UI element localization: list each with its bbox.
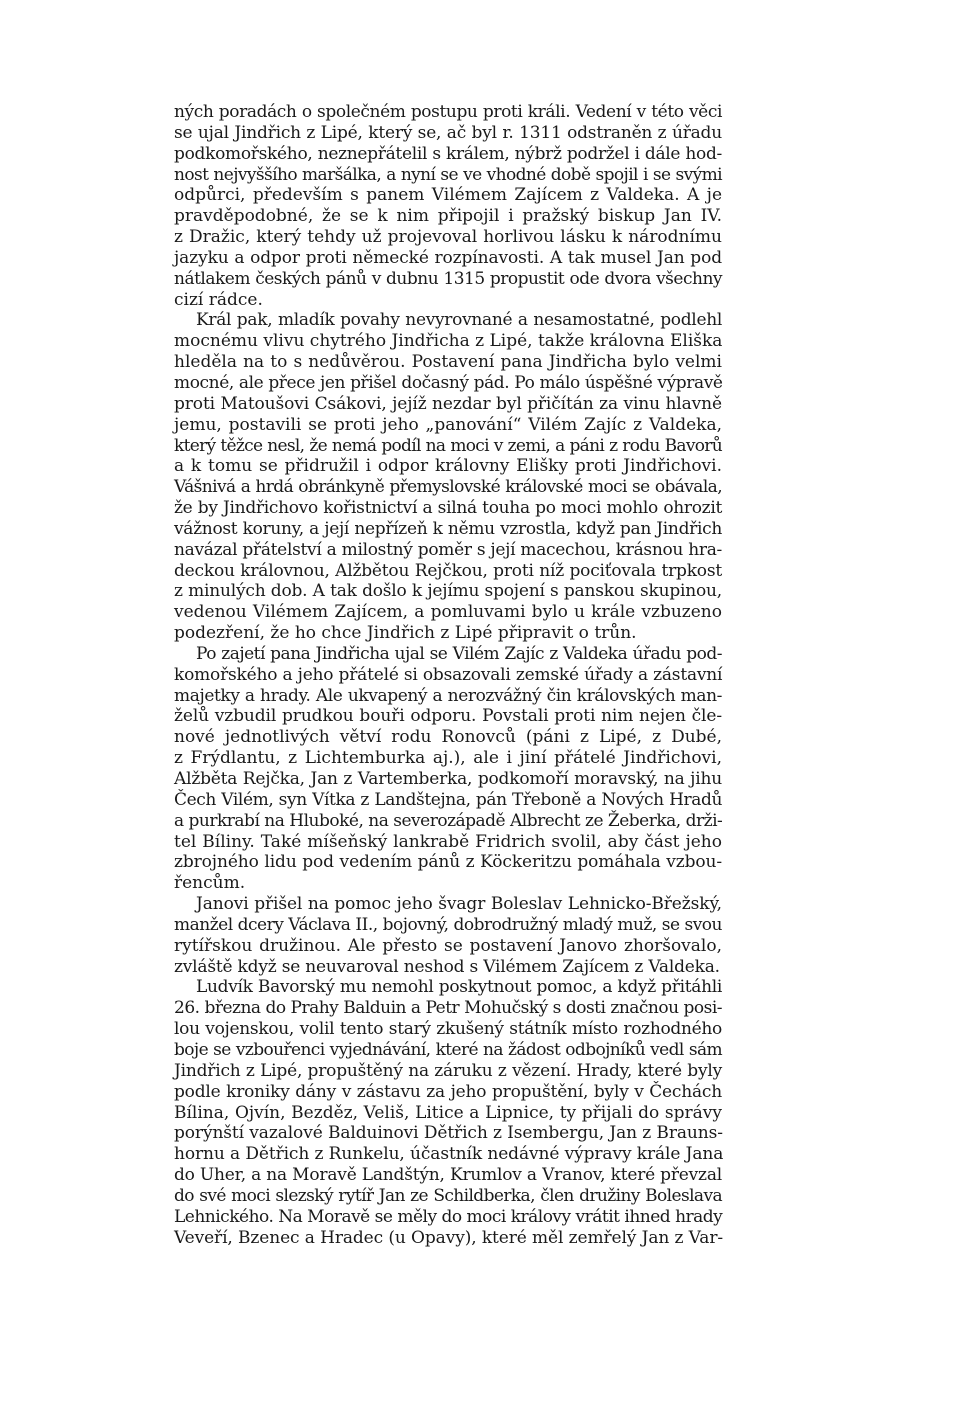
paragraph-last-line: zvláště když se neuvaroval neshod s Vilémem Zajícem z Valdeka.	[174, 956, 720, 977]
text-line: hleděla na to s nedůvěrou. Postavení pana Jindřicha bylo velmi	[174, 352, 722, 373]
text-line: komořského a jeho přátelé si obsazovali zemské úřady a zástavní	[174, 664, 723, 685]
text-line: porýnští vazalové Balduinovi Dětřich z Isembergu, Jan z Brauns-	[174, 1123, 723, 1144]
text-line: navázal přátelství a milostný poměr s její macechou, krásnou hra-	[174, 539, 722, 560]
text-line: vážnost koruny, a její nepřízeň k němu vzrostla, když pan Jindřich	[174, 518, 722, 539]
text-line: podkomořského, neznepřátelil s králem, nýbrž podržel i dále hod-	[174, 143, 722, 164]
paragraph-first-line: Po zajetí pana Jindřicha ujal se Vilém Zajíc z Valdeka úřadu pod-	[196, 643, 722, 664]
text-line: proti Matoušovi Csákovi, jejíž nezdar byl přičítán za vinu hlavně	[174, 393, 722, 414]
text-line: odpůrci, především s panem Vilémem Zajícem z Valdeka. A je	[174, 185, 722, 206]
page-text	[174, 102, 722, 1248]
paragraph-first-line: Ludvík Bavorský mu nemohl poskytnout pomoc, a když přitáhli	[196, 977, 722, 998]
text-line: mocné, ale přece jen přišel dočasný pád. Po málo úspěšné výpravě	[174, 372, 723, 393]
paragraph-last-line: cizí rádce.	[174, 289, 263, 310]
text-line: nové jednotlivých větví rodu Ronovců (páni z Lipé, z Dubé,	[174, 727, 722, 748]
text-line: a purkrabí na Hluboké, na severozápadě Albrecht ze Žeberka, drži-	[174, 810, 723, 831]
text-line: Bílina, Ojvín, Bezděz, Veliš, Litice a Lipnice, ty přijali do správy	[174, 1102, 722, 1123]
text-line: jemu, postavili se proti jeho „panování“ Vilém Zajíc z Valdeka,	[174, 414, 722, 435]
text-line: nost nejvyššího maršálka, a nyní se ve vhodné době spojil i se svými	[174, 164, 722, 185]
text-line: z minulých dob. A tak došlo k jejímu spojení s panskou skupinou,	[174, 581, 722, 602]
paragraph-last-line: podezření, že ho chce Jindřich z Lipé připravit o trůn.	[174, 623, 637, 644]
text-line: a k tomu se přidružil i odpor královny Elišky proti Jindřichovi.	[174, 456, 722, 477]
text-line: boje se vzbouřenci vyjednávání, které na žádost odbojníků vedl sám	[174, 1039, 722, 1060]
text-line: želů vzbudil prudkou bouři odporu. Povstali proti nim nejen čle-	[174, 706, 722, 727]
text-line: pravděpodobné, že se k nim připojil i pražský biskup Jan IV.	[174, 206, 722, 227]
text-line: Veveří, Bzenec a Hradec (u Opavy), které měl zemřelý Jan z Var-	[174, 1227, 723, 1248]
text-line: z Dražic, který tehdy už projevoval horlivou lásku k národnímu	[174, 227, 722, 248]
text-line: nátlakem českých pánů v dubnu 1315 propustit ode dvora všechny	[174, 268, 722, 289]
text-line: zbrojného lidu pod vedením pánů z Köckeritzu pomáhala vzbou-	[174, 852, 722, 873]
text-line: hornu a Dětřich z Runkelu, účastník nedávné výpravy krále Jana	[174, 1144, 724, 1165]
text-line: do své moci slezský rytíř Jan ze Schildberka, člen družiny Boleslava	[174, 1185, 722, 1206]
text-line: Čech Vilém, syn Vítka z Landštejna, pán Třeboně a Nových Hradů	[174, 789, 722, 810]
text-line: Alžběta Rejčka, Jan z Vartemberka, podkomoří moravský, na jihu	[174, 769, 722, 789]
text-line: tel Bíliny. Také míšeňský lankrabě Fridrich svolil, aby část jeho	[174, 831, 722, 852]
text-line: deckou královnou, Alžbětou Rejčkou, proti níž pociťovala trpkost	[174, 560, 722, 581]
text-line: Vášnivá a hrdá obránkyně přemyslovské královské moci se obávala,	[174, 477, 722, 498]
text-line: lou vojenskou, volil tento starý zkušený státník místo rozhodného	[174, 1019, 722, 1040]
text-line: jazyku a odpor proti německé rozpínavosti. A tak musel Jan pod	[174, 247, 722, 268]
text-line: mocnému vlivu chytrého Jindřicha z Lipé, takže královna Eliška	[174, 331, 723, 352]
text-line: ných poradách o společném postupu proti králi. Vedení v této věci	[174, 102, 722, 122]
text-line: vedenou Vilémem Zajícem, a pomluvami bylo u krále vzbuzeno	[174, 602, 722, 623]
text-line: Jindřich z Lipé, propuštěný na záruku z vězení. Hrady, které byly	[174, 1060, 722, 1081]
text-line: 26. března do Prahy Balduin a Petr Mohučský s dosti značnou posi-	[174, 998, 722, 1019]
text-line: který těžce nesl, že nemá podíl na moci v zemi, a páni z rodu Bavorů	[174, 435, 722, 456]
text-line: rytířskou družinou. Ale přesto se postavení Janovo zhoršovalo,	[174, 935, 722, 956]
paragraph-first-line: Janovi přišel na pomoc jeho švagr Boleslav Lehnicko-Břežský,	[196, 894, 722, 915]
text-line: majetky a hrady. Ale ukvapený a nerozvážný čin královských man-	[174, 685, 722, 706]
text-line: Lehnického. Na Moravě se měly do moci královy vrátit ihned hrady	[174, 1206, 723, 1227]
text-line: že by Jindřichovo kořistnictví a silná touha po moci mohlo ohrozit	[174, 498, 722, 519]
text-line: manžel dcery Václava II., bojovný, dobrodružný mladý muž, se svou	[174, 914, 722, 935]
paragraph-first-line: Král pak, mladík povahy nevyrovnané a nesamostatné, podlehl	[196, 310, 722, 331]
text-line: z Frýdlantu, z Lichtemburka aj.), ale i jiní přátelé Jindřichovi,	[174, 748, 722, 769]
paragraph-last-line: řencům.	[174, 873, 246, 894]
text-line: se ujal Jindřich z Lipé, který se, ač byl r. 1311 odstraněn z úřadu	[174, 122, 722, 143]
text-line: podle kroniky dány v zástavu za jeho propuštění, byly v Čechách	[174, 1081, 722, 1102]
text-line: do Uher, a na Moravě Landštýn, Krumlov a Vranov, které převzal	[174, 1165, 722, 1186]
